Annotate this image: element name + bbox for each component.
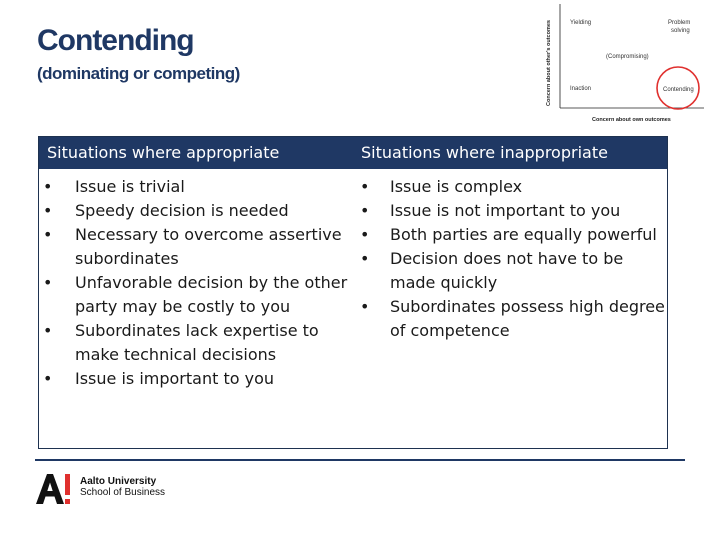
list-item-text: Issue is important to you [75, 369, 275, 388]
inappropriate-list [352, 175, 667, 343]
slide-title: Contending [37, 24, 194, 57]
list-item-text: Issue is trivial [75, 177, 185, 196]
quadrant-problem-solving-line2: solving [671, 28, 690, 34]
bullet-icon: • [360, 201, 370, 220]
list-item [39, 199, 352, 223]
quadrant-inaction: Inaction [570, 86, 592, 92]
footer-divider [35, 459, 685, 461]
bullet-icon: • [360, 249, 370, 268]
logo-text [80, 476, 165, 498]
list-item [352, 223, 667, 247]
dual-concern-diagram [540, 2, 720, 126]
list-item [39, 367, 352, 391]
list-item [352, 247, 667, 295]
bullet-icon: • [360, 225, 370, 244]
appropriate-column [39, 175, 352, 391]
bullet-icon: • [43, 225, 53, 244]
list-item [39, 271, 352, 319]
bullet-icon: • [360, 297, 370, 316]
list-item-text: Issue is not important to you [390, 201, 621, 220]
list-item [352, 199, 667, 223]
university-name: Aalto University [80, 476, 157, 487]
list-item-text: Subordinates possess high degree of competence [390, 297, 665, 340]
bullet-icon: • [43, 369, 53, 388]
list-item [39, 223, 352, 271]
list-item-text: Issue is complex [390, 177, 523, 196]
diagram-y-axis-label: Concern about other's outcomes [546, 20, 552, 106]
school-name: School of Business [80, 487, 166, 498]
list-item-text: Unfavorable decision by the other party may be costly to you [75, 273, 348, 316]
list-item [352, 175, 667, 199]
quadrant-contending: Contending [663, 87, 694, 93]
list-item-text: Subordinates lack expertise to make technical decisions [75, 321, 319, 364]
list-item [39, 319, 352, 367]
list-item-text: Both parties are equally powerful [390, 225, 657, 244]
appropriate-list [39, 175, 352, 391]
list-item-text: Speedy decision is needed [75, 201, 289, 220]
logo-exclamation-dot [65, 499, 70, 504]
slide-subtitle: (dominating or competing) [37, 64, 240, 83]
list-item [352, 295, 667, 343]
header-appropriate: Situations where appropriate [47, 143, 280, 162]
table-body [39, 169, 667, 391]
inappropriate-column [352, 175, 667, 391]
bullet-icon: • [43, 177, 53, 196]
bullet-icon: • [43, 321, 53, 340]
logo-exclamation-bar [65, 474, 70, 495]
quadrant-yielding: Yielding [570, 20, 592, 26]
list-item-text: Decision does not have to be made quickly [390, 249, 624, 292]
list-item [39, 175, 352, 199]
situations-table [38, 136, 668, 449]
header-inappropriate: Situations where inappropriate [361, 143, 608, 162]
bullet-icon: • [43, 201, 53, 220]
quadrant-problem-solving-line1: Problem [668, 20, 691, 26]
list-item-text: Necessary to overcome assertive subordinates [75, 225, 342, 268]
bullet-icon: • [43, 273, 53, 292]
table-header-row [39, 137, 667, 169]
diagram-x-axis-label: Concern about own outcomes [592, 117, 671, 123]
bullet-icon: • [360, 177, 370, 196]
quadrant-compromising: (Compromising) [606, 54, 649, 60]
